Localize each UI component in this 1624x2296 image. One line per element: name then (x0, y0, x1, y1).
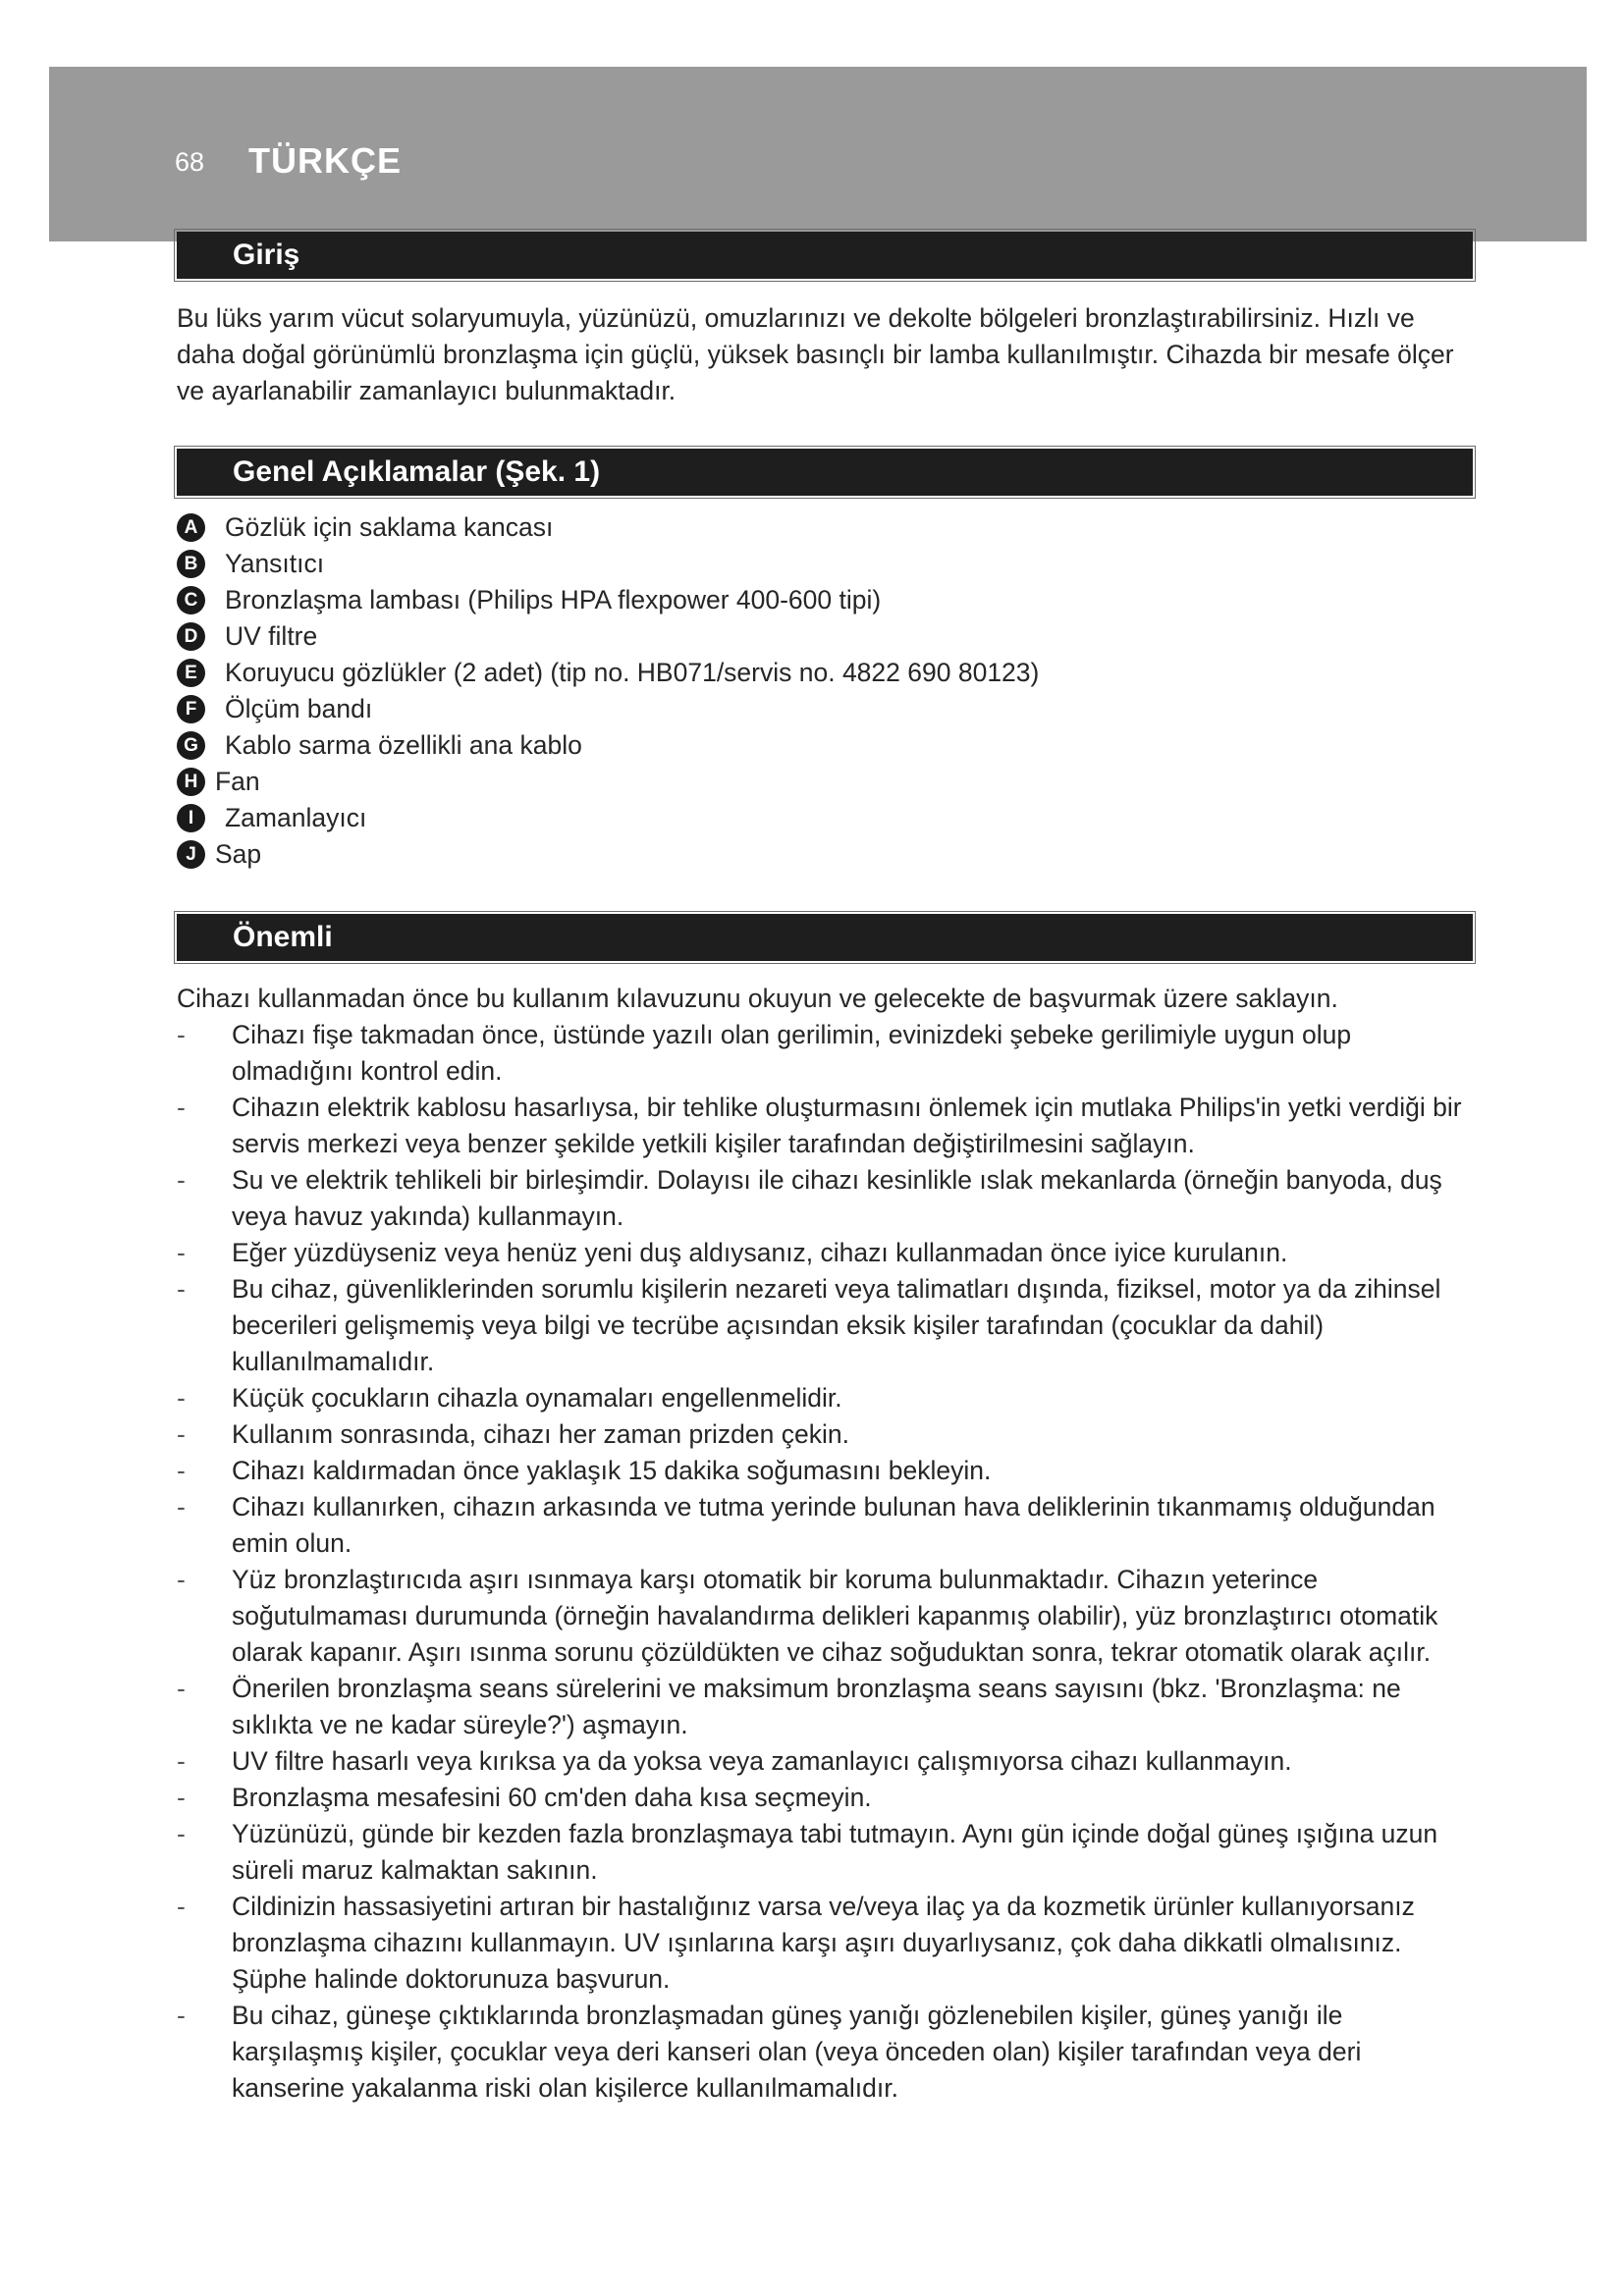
warnings-list (177, 1017, 1473, 2107)
part-letter-badge: J (177, 840, 205, 869)
warning-text: Küçük çocukların cihazla oynamaları engellenmelidir. (232, 1383, 842, 1413)
section-heading-intro-label: Giriş (233, 239, 300, 271)
part-letter-badge: A (177, 513, 205, 542)
bullet-dash: - (177, 1492, 186, 1522)
parts-list-item (177, 836, 1473, 873)
warning-text: Su ve elektrik tehlikeli bir birleşimdir. Dolayısı ile cihazı kesinlikle ıslak mekanlarda (örneğin banyoda, duş veya havuz yakında) kullanmayın. (232, 1165, 1442, 1231)
intro-paragraph: Bu lüks yarım vücut solaryumuyla, yüzünüzü, omuzlarınızı ve dekolte bölgeleri bronzlaştırabilirsiniz. Hızlı ve daha doğal görünümlü bronzlaşma için güçlü, yüksek basınçlı bir lamba kullanılmıştır. Cihazda bir mesafe ölçer ve ayarlanabilir zamanlayıcı bulunmaktadır. (177, 303, 1454, 405)
parts-list-item (177, 727, 1473, 764)
warning-item (177, 1743, 1473, 1780)
bullet-dash: - (177, 1819, 186, 1848)
warning-item (177, 1889, 1473, 1998)
bullet-dash: - (177, 1093, 186, 1122)
parts-list-item (177, 764, 1473, 800)
warning-text: Bronzlaşma mesafesini 60 cm'den daha kısa seçmeyin. (232, 1783, 872, 1812)
parts-list-item (177, 800, 1473, 836)
warning-item (177, 1416, 1473, 1453)
parts-list-item (177, 546, 1473, 582)
warning-text: Cihazın elektrik kablosu hasarlıysa, bir tehlike oluşturmasını önlemek için mutlaka Philips'in yetki verdiği bir servis merkezi veya benzer şekilde yetkili kişiler tarafından değiştirilmesini sağlayın. (232, 1093, 1462, 1158)
part-letter-badge: I (177, 804, 205, 832)
bullet-dash: - (177, 1892, 186, 1921)
part-label: Zamanlayıcı (225, 803, 367, 832)
warning-item (177, 1090, 1473, 1162)
warning-text: Bu cihaz, güneşe çıktıklarında bronzlaşmadan güneş yanığı gözlenebilen kişiler, güneş yanığı ile karşılaşmış kişiler, çocuklar veya deri kanseri olan (veya önceden olan) kişiler tarafından veya deri kanserine yakalanma riski olan kişilerce kullanılmamalıdır. (232, 2001, 1362, 2103)
page-content (177, 232, 1473, 2107)
bullet-dash: - (177, 2001, 186, 2030)
part-label: Sap (215, 839, 262, 869)
parts-list (177, 509, 1473, 873)
section-heading-important-label: Önemli (233, 921, 333, 953)
part-label: Gözlük için saklama kancası (225, 512, 554, 542)
warning-text: Eğer yüzdüyseniz veya henüz yeni duş aldıysanız, cihazı kullanmadan önce iyice kurulanın. (232, 1238, 1288, 1267)
part-letter-badge: H (177, 768, 205, 796)
bullet-dash: - (177, 1746, 186, 1776)
warning-text: Cihazı kaldırmadan önce yaklaşık 15 dakika soğumasını bekleyin. (232, 1456, 992, 1485)
warning-item (177, 1816, 1473, 1889)
warning-item (177, 1780, 1473, 1816)
bullet-dash: - (177, 1565, 186, 1594)
part-label: UV filtre (225, 621, 318, 651)
warning-item (177, 1271, 1473, 1380)
warning-text: Kullanım sonrasında, cihazı her zaman prizden çekin. (232, 1419, 849, 1449)
part-letter-badge: F (177, 695, 205, 723)
section-heading-important (177, 914, 1473, 961)
part-label: Koruyucu gözlükler (2 adet) (tip no. HB071/servis no. 4822 690 80123) (225, 658, 1040, 687)
warning-item (177, 1235, 1473, 1271)
part-letter-badge: E (177, 659, 205, 687)
section-heading-description (177, 449, 1473, 496)
part-label: Yansıtıcı (225, 549, 325, 578)
bullet-dash: - (177, 1165, 186, 1195)
bullet-dash: - (177, 1238, 186, 1267)
part-letter-badge: C (177, 586, 205, 614)
warning-item (177, 1453, 1473, 1489)
warning-text: Yüz bronzlaştırıcıda aşırı ısınmaya karşı otomatik bir koruma bulunmaktadır. Cihazın yeterince soğutulmaması durumunda (örneğin havalandırma delikleri kapanmış olabilir), yüz bronzlaştırıcı otomatik olarak kapanır. Aşırı ısınma sorunu çözüldükten ve cihaz soğuduktan sonra, tekrar otomatik olarak açılır. (232, 1565, 1438, 1667)
bullet-dash: - (177, 1419, 186, 1449)
warning-item (177, 1017, 1473, 1090)
warning-text: UV filtre hasarlı veya kırıksa ya da yoksa veya zamanlayıcı çalışmıyorsa cihazı kullanmayın. (232, 1746, 1292, 1776)
warning-item (177, 1998, 1473, 2107)
warning-text: Cildinizin hassasiyetini artıran bir hastalığınız varsa ve/veya ilaç ya da kozmetik ürünler kullanıyorsanız bronzlaşma cihazını kullanmayın. UV ışınlarına karşı aşırı duyarlıysanız, çok daha dikkatli olmalısınız. Şüphe halinde doktorunuza başvurun. (232, 1892, 1415, 1994)
warning-item (177, 1671, 1473, 1743)
section-heading-description-label: Genel Açıklamalar (Şek. 1) (233, 455, 601, 488)
warning-item (177, 1489, 1473, 1562)
part-label: Bronzlaşma lambası (Philips HPA flexpower 400-600 tipi) (225, 585, 882, 614)
warning-text: Önerilen bronzlaşma seans sürelerini ve maksimum bronzlaşma seans sayısını (bkz. 'Bronzlaşma: ne sıklıkta ve ne kadar süreyle?') aşmayın. (232, 1674, 1401, 1739)
parts-list-item (177, 691, 1473, 727)
part-letter-badge: D (177, 622, 205, 651)
warning-text: Bu cihaz, güvenliklerinden sorumlu kişilerin nezareti veya talimatları dışında, fiziksel, motor ya da zihinsel becerileri gelişmemiş veya bilgi ve tecrübe açısından eksik kişiler tarafından (çocuklar da dahil) kullanılmamalıdır. (232, 1274, 1441, 1376)
warning-text: Cihazı kullanırken, cihazın arkasında ve tutma yerinde bulunan hava deliklerinin tıkanmamış olduğundan emin olun. (232, 1492, 1435, 1558)
page-number: 68 (175, 147, 205, 177)
warning-item (177, 1162, 1473, 1235)
parts-list-item (177, 582, 1473, 618)
part-label: Fan (215, 767, 260, 796)
bullet-dash: - (177, 1456, 186, 1485)
part-label: Ölçüm bandı (225, 694, 373, 723)
parts-list-item (177, 509, 1473, 546)
important-intro-paragraph: Cihazı kullanmadan önce bu kullanım kılavuzunu okuyun ve gelecekte de başvurmak üzere saklayın. (177, 984, 1338, 1013)
warning-text: Cihazı fişe takmadan önce, üstünde yazılı olan gerilimin, evinizdeki şebeke gerilimiyle uygun olup olmadığını kontrol edin. (232, 1020, 1352, 1086)
bullet-dash: - (177, 1674, 186, 1703)
bullet-dash: - (177, 1383, 186, 1413)
part-letter-badge: G (177, 731, 205, 760)
bullet-dash: - (177, 1020, 186, 1049)
warning-text: Yüzünüzü, günde bir kezden fazla bronzlaşmaya tabi tutmayın. Aynı gün içinde doğal güneş ışığına uzun süreli maruz kalmaktan sakının. (232, 1819, 1438, 1885)
bullet-dash: - (177, 1274, 186, 1304)
parts-list-item (177, 655, 1473, 691)
language-title: TÜRKÇE (248, 140, 402, 181)
warning-item (177, 1562, 1473, 1671)
parts-list-item (177, 618, 1473, 655)
warning-item (177, 1380, 1473, 1416)
section-heading-intro (177, 232, 1473, 279)
bullet-dash: - (177, 1783, 186, 1812)
part-letter-badge: B (177, 550, 205, 578)
part-label: Kablo sarma özellikli ana kablo (225, 730, 582, 760)
